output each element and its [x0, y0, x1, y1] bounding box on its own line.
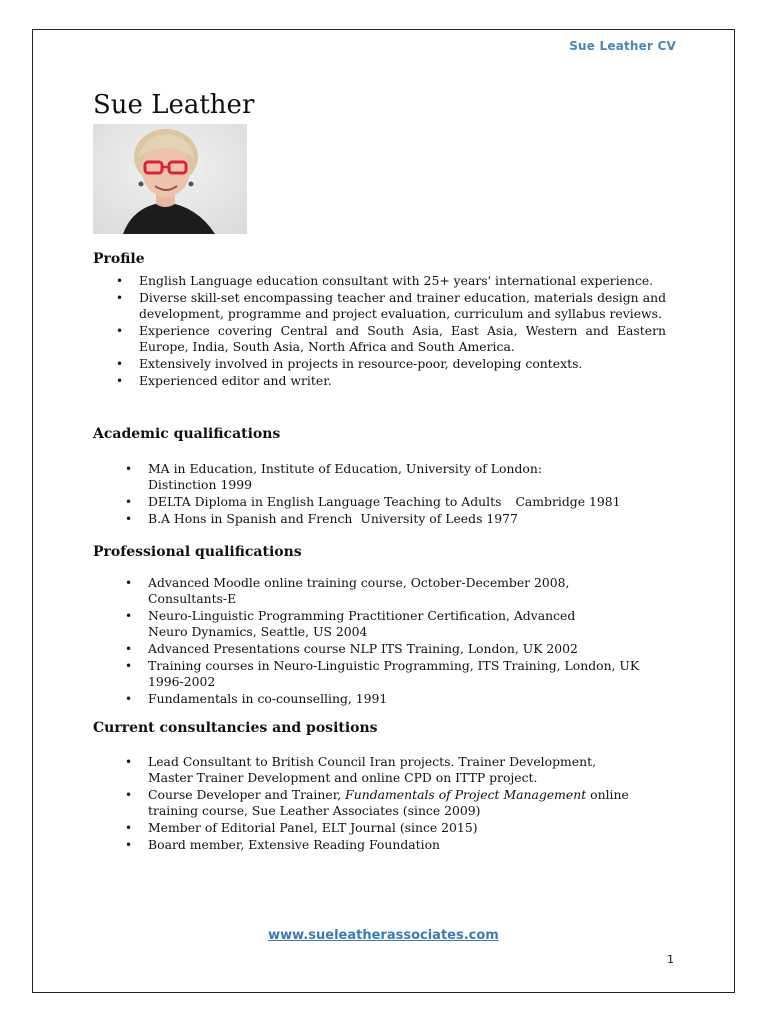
- bullet-icon: •: [125, 511, 133, 526]
- bullet-icon: •: [116, 373, 124, 388]
- bullet-icon: •: [125, 495, 133, 509]
- list-item: • Lead Consultant to British Council Iran projects. Trainer Development, Master Trainer Development and online CPD on ITTP project.: [125, 754, 597, 786]
- list-item: • Course Developer and Trainer, Fundamentals of Project Management online training course, Sue Leather Associates (since 2009): [125, 787, 629, 819]
- current-list: [125, 754, 668, 854]
- list-item: • Advanced Moodle online training course, October-December 2008, Consultants-E: [125, 575, 570, 607]
- bullet-icon: •: [116, 323, 124, 338]
- section-title-profile: Profile: [93, 251, 145, 267]
- list-item: • English Language education consultant with 25+ years' international experience.: [116, 273, 654, 288]
- academic-list: [125, 461, 668, 528]
- course-title: Fundamentals of Project Management: [345, 787, 587, 802]
- portrait-icon: [93, 124, 247, 234]
- list-item: • B.A Hons in Spanish and French University of Leeds 1977: [125, 510, 518, 526]
- list-item: • Diverse skill-set encompassing teacher and trainer education, materials design and development, programme and project evaluation, curriculum and syllabus reviews.: [116, 289, 666, 321]
- bullet-icon: •: [125, 837, 133, 852]
- list-item: • Advanced Presentations course NLP ITS Training, London, UK 2002: [125, 641, 578, 656]
- cv-name: Sue Leather: [93, 90, 255, 120]
- bullet-icon: •: [125, 462, 133, 476]
- list-item: • Member of Editorial Panel, ELT Journal (since 2015): [125, 820, 478, 835]
- list-item: • Experience covering Central and South Asia, East Asia, Western and Eastern Europe, India, South Asia, North Africa and South America.: [116, 322, 666, 354]
- list-item: • Training courses in Neuro-Linguistic Programming, ITS Training, London, UK 1996-2002: [125, 657, 640, 689]
- bullet-icon: •: [116, 274, 124, 288]
- list-item: • Extensively involved in projects in resource-poor, developing contexts.: [116, 355, 583, 371]
- section-title-current: Current consultancies and positions: [93, 720, 378, 736]
- bullet-icon: •: [125, 691, 133, 706]
- profile-list: [116, 273, 666, 389]
- bullet-icon: •: [125, 642, 133, 656]
- list-item: • Experienced editor and writer.: [116, 372, 332, 388]
- list-item: • Board member, Extensive Reading Foundation: [125, 836, 441, 852]
- list-item: • MA in Education, Institute of Education, University of London: Distinction 1999: [125, 461, 542, 493]
- list-item: • DELTA Diploma in English Language Teaching to Adults Cambridge 1981: [125, 494, 621, 509]
- bullet-icon: •: [125, 609, 133, 623]
- bullet-icon: •: [125, 755, 133, 769]
- portrait-photo: [93, 124, 247, 234]
- list-item: • Neuro-Linguistic Programming Practitioner Certification, Advanced Neuro Dynamics, Seattle, US 2004: [125, 608, 576, 640]
- running-header: Sue Leather CV: [569, 39, 676, 53]
- cv-page: [32, 29, 735, 993]
- section-title-professional: Professional qualifications: [93, 544, 302, 560]
- bullet-icon: •: [116, 356, 124, 371]
- bullet-icon: •: [125, 576, 133, 590]
- section-title-academic: Academic qualifications: [93, 426, 281, 442]
- bullet-icon: •: [125, 821, 133, 835]
- bullet-icon: •: [125, 788, 133, 802]
- professional-list: [125, 575, 668, 708]
- website-link[interactable]: www.sueleatherassociates.com: [268, 928, 499, 943]
- bullet-icon: •: [116, 290, 124, 305]
- list-item: • Fundamentals in co-counselling, 1991: [125, 690, 388, 706]
- page-number: 1: [667, 953, 674, 966]
- bullet-icon: •: [125, 658, 133, 673]
